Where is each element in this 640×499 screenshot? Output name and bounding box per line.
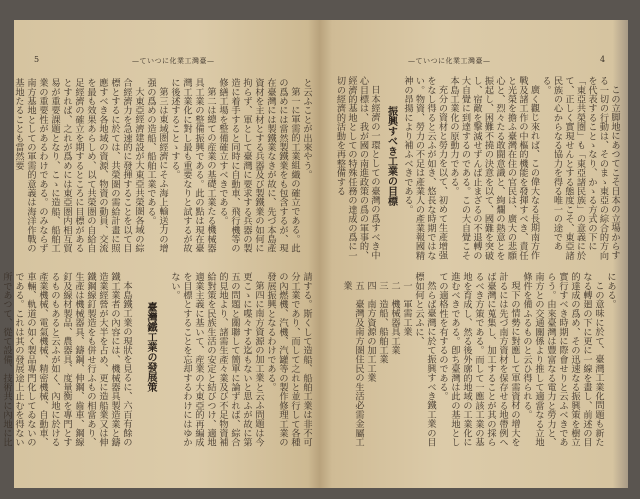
left-top-tier — [13, 78, 312, 256]
paragraph: 請する。斯くして造船、船舶工業は非不可分工業であり、而して之れと並行して各種の內燃機、汽機、汽罐等の製作修理工業の發展振興となるわけである。 — [265, 272, 312, 447]
paragraph: 第四に南方資源の加工業と云ふ問題は今更こゝに喋々する迄もないと思ふが故に第五の問題と關聯して簡單に論ずれば、綜合的見地より、諸需生產々業及び不足物資補給對策を民族生活の安定と結びつけ、適地適業主義に基いて、産業の大東亞的再編成を目標とすることを忘却するわけにはゆかない。 — [169, 272, 264, 447]
paragraph: 大東亞經濟建設が大東亞共榮圏各域の綜合經濟力を急速的に發揮することを以て目標とするに於ては、共榮圏の需給計畫に照應すべき各地域の資源、物資の動員、交流を最も效果あらしめ、以て共榮圏の自給自足經濟の確立を期するところに目標があるとすれば、之れが爲めには東亞圏内相互貿易が重要課題となり、こゝに造船、船舶工業の重要性があるわけである。のみならず南方基地としての軍需的意義は海洋作戰の基地たることも當然要 — [13, 78, 144, 253]
section-heading: 臺灣鐵工業の發展策 — [145, 302, 156, 392]
paragraph: と云ふことが出來やう。 — [301, 78, 312, 180]
paragraph: 廣く觀じ來れば、この偉大なる長期南方作戰及諸工作の中樞的機能を發揮すべき、責任と光榮を擔ふ臺灣在住の官民は、廣大の悲願心と、烈々たる敢闘意識と、絢爛の熱意とを振起し、困難不撓の決意を以て、國難を突破し、宿敵を撃滅せずんば止まざるの不退轉の大自覺に到達するのである。この大自覺こそ本島工業化の原動力である。 — [448, 76, 540, 260]
list-item: 三 造船、船舶工業 — [377, 281, 388, 364]
list-item: 一 軍需工業 — [401, 281, 412, 337]
paragraph: 第二は總ての産業の基礎工業たる機械器具工業の整備振興である。此の點は現在臺灣工業化に對し最も重要なりと試するが故に後述することゝする。 — [169, 78, 216, 253]
section-heading: 振興すべき工業の目標 — [385, 106, 397, 206]
book-spread — [1, 20, 628, 488]
paragraph: 然らば臺灣に於て振興すべき鐵工業の目標如何と云ふに、 — [413, 272, 436, 447]
right-page — [320, 20, 628, 488]
left-page — [1, 20, 320, 488]
right-top-tier — [328, 76, 620, 266]
paragraph: 充分の資材と勞力を以て、初めて生產增强をなし得ると云ふが如き、悠長な時期ではない。物資、勞力の不足は產業人の產業報國精神の昂揚により補ふべきである。 — [402, 76, 448, 260]
paragraph: 本島鐵工業の現狀を見るに、六百有餘の鐵工業者の內容には、機械器具製造業と鑄造業經營が大半を占め、更に造船業又は伸鐵鋼線釘製造をも併せ行ふもの相當あり、生產は機械器具、鑄鋼、伸鋼、齒車、鋼線釘及線材製品、農器具、度量衡を專門とするものもあると云ふが如く、內地に於ける產業機械、電氣機械、精密機械、自動車、車輛、軌道の如く製品專門化してゐないのである。これは其の發展途上止むを得ない所であつて、從て設備、技術共に內地に比 — [1, 272, 132, 447]
list-item: 四 南方資源の加工工業 — [365, 281, 376, 383]
page-number: 4 — [600, 55, 606, 64]
running-head: —ていつに化業工灣臺— — [408, 57, 491, 65]
right-bottom-tier — [334, 272, 616, 450]
left-bottom-tier — [1, 272, 312, 450]
page-number: 5 — [34, 55, 40, 64]
paragraph: 現下の情勢に對應して軍需資材の增大を計るには先づ南方資材を保存せる地帶例へば臺灣に蒐集し、加工することが其の採らるべき方策である。而して一應該工業の基地を育成し、然る後外廓的地域の工業化に進むべきである。卽ち臺灣は此の基地としての適格性を有するのである。 — [437, 272, 520, 447]
paragraph: 第一に軍需的工業組織の確立である。此の爲めには當然製鐵業をも包含するが、現在臺灣には製鐵業なきが故に、先づ本島產資材を主材とする兵器及び製鐵業の如何に拘らず、軍として臺灣に要求する兵器の製造に着手すると同時に自動車、飛行機等の修繕工場を整備確立すべきである。 — [217, 78, 300, 253]
paragraph: 第三は東域圏經濟にそふ海上輸送力の增强の爲めの造船、船舶工業である。 — [145, 78, 168, 253]
paragraph: 日本經濟の一環としての臺灣の爲すべき中心目標は、我が國の南進政策の爲の軍事的、經濟的基地としての特殊任務の達成の爲に一切の經濟的活動を再整備する — [334, 76, 380, 260]
list-item: 五 臺灣及南方圏住民の生活必需金屬工業 — [341, 281, 364, 447]
list-item: 二 機械器具工業 — [389, 281, 400, 355]
paragraph: にある。 — [605, 272, 616, 309]
paragraph: この意味に於て、臺灣工業化問題も新たなる轉廻の下に更に一線を畫し、前述の目的達成の爲め、その迅速なる振興策を樹立實行すべき時期に際會せりと云ふべきであらう。由來臺灣は豐富なる電力と勞力と、南方との交通關係より推して適當なる立地條件を備ふるものと云ひ得られる。 — [521, 272, 604, 447]
running-head: —ていつに化業工灣臺— — [132, 57, 215, 65]
paragraph: この立脚地にあつてこそ日本の立場からする一切の行動は、そのまゝ東亞の綜合的方向を代表することゝなり、かゝる方式の下に「東亞共榮圏」も「東亞諸民族」の意義に於て、正しく實現せんとする態度こそ、東亞諸民族の心からなる協力を得る唯一の途である。 — [540, 76, 620, 260]
